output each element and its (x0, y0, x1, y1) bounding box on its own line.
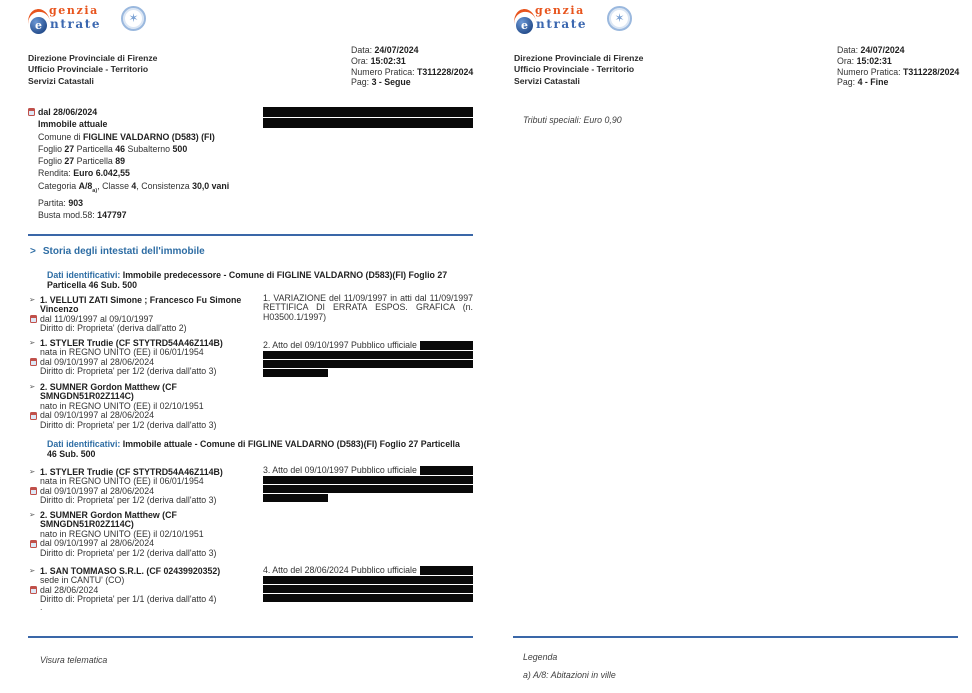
meta-pratica: Numero Pratica: T311228/2024 (837, 66, 960, 77)
dati-identificativi-attuale: Dati identificativi: Immobile attuale - Comune di FIGLINE VALDARNO (D583)(FI) Foglio 27 Particella 46 Sub. 500 (47, 439, 460, 459)
logo-wordmark-entrate: ntrate (536, 17, 588, 31)
redaction-bar (263, 476, 473, 484)
owner-name: 1. STYLER Trudie (CF STYTRD54A46Z114B) (40, 338, 223, 348)
divider-rule (28, 636, 473, 638)
calendar-icon (28, 108, 35, 116)
redaction-bar (263, 107, 473, 117)
arrow-bullet-icon: ➢ (29, 382, 36, 391)
logo-sphere-icon: e (516, 17, 533, 34)
redaction-bar (420, 341, 473, 350)
logo-sphere-icon: e (30, 17, 47, 34)
legenda-item: a) A/8: Abitazioni in ville (523, 670, 616, 680)
calendar-icon (30, 586, 37, 594)
owner-entry (29, 382, 258, 430)
immobile-comune: Comune di FIGLINE VALDARNO (D583) (FI) (38, 131, 215, 142)
meta-data: Data: 24/07/2024 (837, 45, 905, 55)
redaction-bar (263, 118, 473, 128)
legenda-title: Legenda (523, 652, 558, 662)
owner-entry (29, 467, 258, 506)
redaction-bar (263, 369, 328, 377)
atto-note: 4. Atto del 28/06/2024 Pubblico ufficiale (263, 566, 473, 602)
meta-pag: Pag: 4 - Fine (837, 77, 889, 88)
tributi-speciali-note: Tributi speciali: Euro 0,90 (523, 115, 622, 125)
owner-birth: nata in REGNO UNITO (EE) il 06/01/1954 (40, 476, 204, 487)
dati-identificativi-predecessore: Dati identificativi: Immobile predecessore - Comune di FIGLINE VALDARNO (D583)(FI) Foglio 27 Particella 46 Sub. 500 (47, 270, 448, 290)
owner-right: Diritto di: Proprieta' per 1/2 (deriva dall'atto 3) (40, 366, 217, 377)
redaction-bar (263, 585, 473, 593)
visura-telematica-note: Visura telematica (40, 655, 108, 665)
immobile-busta: Busta mod.58: 147797 (38, 210, 127, 221)
immobile-attuale-block (38, 106, 229, 221)
owner-birth: nata in REGNO UNITO (EE) il 06/01/1954 (40, 347, 204, 358)
owner-name: 1. VELLUTI ZATI Simone ; Francesco Fu Simone Vincenzo (40, 295, 242, 315)
owner-period: dal 11/09/1997 al 09/10/1997 (40, 315, 258, 324)
immobile-rendita: Rendita: Euro 6.042,55 (38, 168, 130, 179)
chevron-icon: > (30, 246, 36, 257)
arrow-bullet-icon: ➢ (29, 566, 36, 575)
redaction-bar (263, 360, 473, 368)
variazione-note: 1. VARIAZIONE del 11/09/1997 in atti dal 11/09/1997 RETTIFICA DI ERRATA ESPOS. GRAFICA (n. H03500.1/1997) (263, 293, 473, 322)
office-address (28, 53, 157, 87)
owner-period: dal 28/06/2024 (40, 586, 258, 595)
owner-right: Diritto di: Proprieta' per 1/2 (deriva dall'atto 3) (40, 547, 217, 558)
immobile-categoria: Categoria $A/8_{a)}$, Classe 4, Consistenza 30,0 vani (38, 180, 230, 194)
owner-name: 2. SUMNER Gordon Matthew (CF SMNGDN51R02Z114C) (40, 382, 177, 402)
owner-right: Diritto di: Proprieta' (deriva dall'atto 2) (40, 323, 187, 334)
owner-birth: sede in CANTU' (CO) (40, 575, 125, 586)
immobile-title: Immobile attuale (38, 119, 108, 130)
logo-wordmark-entrate: ntrate (50, 17, 102, 31)
office-line: Servizi Catastali (28, 75, 94, 86)
redaction-bar (263, 576, 473, 584)
redaction-bar (263, 351, 473, 359)
meta-ora: Ora: 15:02:31 (837, 55, 892, 66)
meta-data: Data: 24/07/2024 (351, 45, 419, 55)
office-line: Ufficio Provinciale - Territorio (514, 64, 635, 75)
owner-right: Diritto di: Proprieta' per 1/2 (deriva dall'atto 3) (40, 495, 217, 506)
agenzia-entrate-logo (28, 4, 150, 44)
office-line: Direzione Provinciale di Firenze (514, 53, 644, 63)
atto-note: 2. Atto del 09/10/1997 Pubblico ufficiale (263, 341, 473, 377)
meta-ora: Ora: 15:02:31 (351, 55, 406, 66)
owner-name: 2. SUMNER Gordon Matthew (CF SMNGDN51R02Z114C) (40, 510, 177, 530)
immobile-partita: Partita: 903 (38, 197, 83, 208)
document-meta (351, 45, 473, 88)
calendar-icon (30, 487, 37, 495)
owner-period: dal 09/10/1997 al 28/06/2024 (40, 487, 258, 496)
owner-period: dal 09/10/1997 al 28/06/2024 (40, 539, 258, 548)
office-line: Direzione Provinciale di Firenze (28, 53, 158, 63)
calendar-icon (30, 412, 37, 420)
owner-entry (29, 295, 258, 334)
calendar-icon (30, 540, 37, 548)
redaction-bar (263, 594, 473, 602)
owner-birth: nato in REGNO UNITO (EE) il 02/10/1951 (40, 400, 204, 411)
atto-note: 3. Atto del 09/10/1997 Pubblico ufficiale (263, 466, 473, 502)
office-line: Ufficio Provinciale - Territorio (28, 64, 149, 75)
arrow-bullet-icon: ➢ (29, 295, 36, 304)
immobile-dal: dal 28/06/2024 (38, 106, 229, 118)
owner-period: dal 09/10/1997 al 28/06/2024 (40, 411, 258, 420)
office-address (514, 53, 643, 87)
office-line: Servizi Catastali (514, 75, 580, 86)
stray-dot: . (40, 602, 43, 612)
redaction-bar (420, 566, 473, 575)
owner-birth: nato in REGNO UNITO (EE) il 02/10/1951 (40, 528, 204, 539)
owner-entry (29, 338, 258, 377)
owner-right: Diritto di: Proprieta' per 1/1 (deriva dall'atto 4) (40, 594, 217, 605)
calendar-icon (30, 358, 37, 366)
agenzia-entrate-logo (514, 4, 636, 44)
storia-heading: > Storia degli intestati dell'immobile (30, 246, 205, 257)
arrow-bullet-icon: ➢ (29, 467, 36, 476)
owner-entry (29, 510, 258, 558)
meta-pag: Pag: 3 - Segue (351, 77, 411, 88)
redaction-bar (420, 466, 473, 475)
owner-period: dal 09/10/1997 al 28/06/2024 (40, 358, 258, 367)
logo-wordmark-agenzia: genzia (535, 4, 585, 17)
document-meta (837, 45, 959, 88)
owner-entry (29, 566, 258, 605)
document-page-4 (486, 0, 972, 693)
logo-wordmark-agenzia: genzia (49, 4, 99, 17)
redaction-block (263, 107, 473, 128)
calendar-icon (30, 315, 37, 323)
redaction-bar (263, 494, 328, 502)
divider-rule (28, 234, 473, 236)
immobile-foglio-2: Foglio 27 Particella 89 (38, 156, 126, 167)
owner-name: 1. SAN TOMMASO S.R.L. (CF 02439920352) (40, 566, 221, 576)
italy-emblem-icon: ✶ (121, 6, 146, 31)
meta-pratica: Numero Pratica: T311228/2024 (351, 66, 474, 77)
redaction-bar (263, 485, 473, 493)
divider-rule (513, 636, 958, 638)
immobile-foglio-1: Foglio 27 Particella 46 Subalterno 500 (38, 143, 188, 154)
arrow-bullet-icon: ➢ (29, 510, 36, 519)
owner-right: Diritto di: Proprieta' per 1/2 (deriva dall'atto 3) (40, 419, 217, 430)
arrow-bullet-icon: ➢ (29, 338, 36, 347)
owner-name: 1. STYLER Trudie (CF STYTRD54A46Z114B) (40, 467, 223, 477)
italy-emblem-icon: ✶ (607, 6, 632, 31)
